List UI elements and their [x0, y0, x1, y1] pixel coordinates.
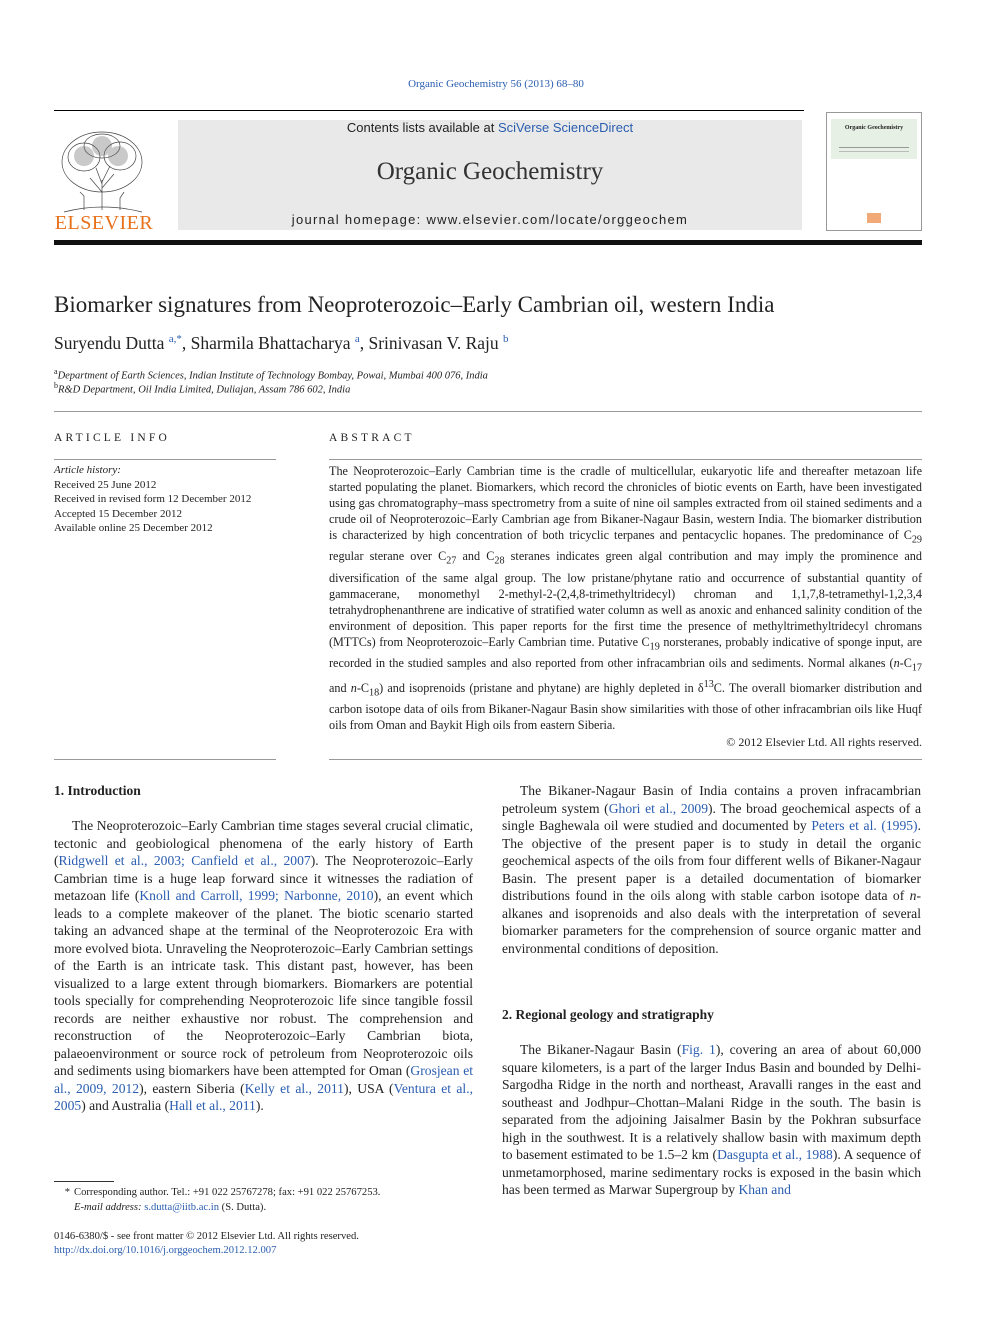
history-item: Available online 25 December 2012: [54, 522, 213, 534]
issn-block: [54, 1230, 484, 1258]
cover-title: Organic Geochemistry: [844, 125, 904, 131]
header-rule: [54, 110, 804, 111]
journal-banner: [178, 120, 802, 230]
history-item: Received in revised form 12 December 2012: [54, 493, 252, 505]
section-heading: 2. Regional geology and stratigraphy: [502, 1007, 714, 1022]
contents-prefix: Contents lists available at: [346, 120, 495, 135]
email-label: E-mail address:: [74, 1201, 142, 1213]
copyright-notice: © 2012 Elsevier Ltd. All rights reserved.: [726, 735, 922, 749]
divider: [54, 411, 922, 412]
history-item: Received 25 June 2012: [54, 478, 157, 491]
article-history: [54, 463, 284, 536]
citation-link[interactable]: Ghori et al., 2009: [608, 800, 709, 816]
journal-homepage[interactable]: journal homepage: www.elsevier.com/locate/orggeochem: [291, 212, 689, 227]
divider: [329, 459, 922, 460]
journal-citation[interactable]: Organic Geochemistry 56 (2013) 68–80: [408, 78, 584, 90]
introduction-paragraph: The Neoproterozoic–Early Cambrian time stages several crucial climatic, tectonic and geobiological phenomena of the early history of Earth (Ridgwell et al., 2003; Canfield et al., 2007). The Neoproterozoic–Early Cambrian time is a huge leap forward since it witnesses the radiation of metazoan life (Knoll and Carroll, 1999; Narbonne, 2010), an event which leads to a complete makeover of the planet. The biotic scenario started taking an advanced shape at the terminal of the Neoproterozoic Era with more evolved biota. Unraveling the Neoproterozoic–Early Cambrian settings of the Earth is an intricate task. This distant past, however, has been visualized to a large extent through biomarkers. Biomarkers are potential tools specially for comprehending Neoproterozoic life since tangible fossil records are neither exhaustive nor robust. The comprehension and reconstruction of the Neoproterozoic–Early Cambrian biota, palaeoenvironment or source rock of petroleum from Neoproterozoic oils and sediments using biomarkers have been attempted for Oman (Grosjean et al., 2009, 2012), eastern Siberia (Kelly et al., 2011), USA (Ventura et al., 2005) and Australia (Hall et al., 2011).: [54, 818, 474, 1113]
history-item: Accepted 15 December 2012: [54, 507, 182, 520]
affiliation: $^b$R&D Department, Oil India Limited, Duliajan, Assam 786 602, India: [54, 381, 351, 396]
journal-cover-thumbnail[interactable]: [826, 112, 922, 231]
doi-link[interactable]: http://dx.doi.org/10.1016/j.orggeochem.2012.12.007: [54, 1245, 277, 1256]
sciencedirect-link[interactable]: SciVerse ScienceDirect: [497, 120, 634, 135]
author-affiliation-mark[interactable]: b: [503, 333, 509, 346]
author-affiliation-mark[interactable]: a,*: [168, 333, 182, 346]
author-name[interactable]: Suryendu Dutta: [54, 333, 165, 353]
divider: [54, 459, 276, 460]
author-name[interactable]: Srinivasan V. Raju: [368, 333, 499, 353]
divider: [329, 759, 922, 760]
abstract-heading: ABSTRACT: [329, 432, 415, 444]
divider: [54, 759, 276, 760]
author-list: Suryendu Dutta $^{a,*}$, Sharmila Bhattacharya $^a$, Srinivasan V. Raju $^b$: [54, 333, 509, 353]
author-affiliation-mark[interactable]: a: [354, 333, 360, 346]
publisher-logo: [54, 122, 154, 234]
issn-line: 0146-6380/$ - see front matter © 2012 Elsevier Ltd. All rights reserved.: [54, 1231, 359, 1242]
email-link[interactable]: s.dutta@iitb.ac.in: [144, 1201, 220, 1213]
citation-link[interactable]: Khan and: [738, 1182, 791, 1197]
contents-line: [178, 120, 802, 135]
author-name[interactable]: Sharmila Bhattacharya: [190, 333, 351, 353]
citation-link[interactable]: Hall et al., 2011: [169, 1098, 256, 1113]
journal-title: Organic Geochemistry: [376, 158, 604, 185]
history-label: Article history:: [54, 464, 121, 476]
introduction-paragraph: The Bikaner-Nagaur Basin of India contains a proven infracambrian petroleum system (Ghori et al., 2009). The broad geochemical aspects of a single Baghewala oil were studied and documented by Peters et al. (1995). The objective of the present paper is to study in detail the organic geochemical aspects of the oils from four different wells of Bikaner-Nagaur Basin. The present paper is a detailed documentation of biomarker distributions found in the oils along with stable carbon isotope data of n-alkanes and isoprenoids and also deals with the interpretation of several biomarker parameters for the comprehension of source organic matter and environmental conditions of deposition.: [502, 783, 922, 956]
article-title: Biomarker signatures from Neoproterozoic–Early Cambrian oil, western India: [54, 292, 775, 317]
citation-link[interactable]: Ridgwell et al., 2003; Canfield et al., 2007: [58, 853, 311, 868]
publisher-logo-text: ELSEVIER: [54, 212, 154, 234]
section-heading: 1. Introduction: [54, 783, 141, 798]
corresponding-author-footnote: * Corresponding author. Tel.: +91 022 25767278; fax: +91 022 25767253. E-mail address: s.dutta@iitb.ac.in (S. Dutta).: [64, 1187, 381, 1213]
affiliation: $^a$Department of Earth Sciences, Indian Institute of Technology Bombay, Powai, Mumbai 400 076, India: [54, 367, 488, 382]
citation-link[interactable]: Kelly et al., 2011: [244, 1080, 344, 1096]
header-thick-rule: [54, 240, 922, 245]
cover-logo-icon: [867, 213, 881, 223]
citation-link[interactable]: Peters et al. (1995): [811, 818, 918, 833]
citation-link[interactable]: Ventura et al., 2005: [54, 1080, 473, 1113]
article-info-heading: ARTICLE INFO: [54, 432, 170, 444]
geology-paragraph: The Bikaner-Nagaur Basin (Fig. 1), covering an area of about 60,000 square kilometers, is a part of the larger Indus Basin and bounded by Delhi-Sargodha Ridge in the north and northeast, Aravalli ranges in the east and southeast and Jodhpur–Chottan–Malani Ridge in the south. The basin is separated from the adjoining Jaisalmer Basin by the Pokhran subsurface high in the southwest. It is a relatively shallow basin with maximum depth to basement estimated to be 1.5–2 km (Dasgupta et al., 1988). A sequence of unmetamorphosed, marine sedimentary rocks is exposed in the basin which has been termed as Marwar Supergroup by Khan and: [502, 1042, 921, 1197]
figure-link[interactable]: Fig. 1: [681, 1042, 716, 1057]
footnote-rule: [54, 1181, 114, 1182]
abstract-text: The Neoproterozoic–Early Cambrian time is the cradle of multicellular, eukaryotic life and thereafter metazoan life started populating the planet. Biomarkers, which record the chronicles of biotic events on Earth, have been investigated using gas chromatography–mass spectrometry from a suite of nine oil samples extracted from oil stained sediments and a crude oil of Neoproterozoic–Early Cambrian age from Bikaner-Nagaur Basin, western India. The biomarker distribution is characterized by high concentration of both tricyclic terpanes and pentacyclic hopanes. The predominance of $C_{29}$ regular sterane over $C_{27}$ and $C_{28}$ steranes indicates green algal contribution and may imply the prominence and diversification of the same algal group. The low pristane/phytane ratio and occurrence of substantial quantity of gammacerane, monomethyl 2-methyl-2-(2,4,8-trimethyltridecyl) chroman and 1,1,7,8-tetramethyl-1,2,3,4 tetrahydrophenanthrene are indicative of stratified water column as well as anoxic and enhanced salinity condition of the environment of deposition. This paper reports for the first time the presence of methyltrimethyltridecyl chromans (MTTCs) from Neoproterozoic–Early Cambrian time. Putative $C_{19}$ norsteranes, probably indicative of sponge input, are recorded in the studied samples and also reported from other infracambrian oils and sediments. Normal alkanes ($n-C_{17}$ and $n-C_{18}$) and isoprenoids (pristane and phytane) are highly depleted in $\delta^{13}C$. The overall biomarker distribution and carbon isotope data of oils from Bikaner-Nagaur Basin show similarities with those of other infracambrian oils like Huqf oils from Oman and Baykit High oils from eastern Siberia.: [329, 464, 922, 733]
citation-link[interactable]: Knoll and Carroll, 1999; Narbonne, 2010: [139, 888, 374, 903]
citation-link[interactable]: Grosjean et al., 2009, 2012: [54, 1063, 474, 1096]
citation-link[interactable]: Dasgupta et al., 1988: [717, 1147, 833, 1162]
